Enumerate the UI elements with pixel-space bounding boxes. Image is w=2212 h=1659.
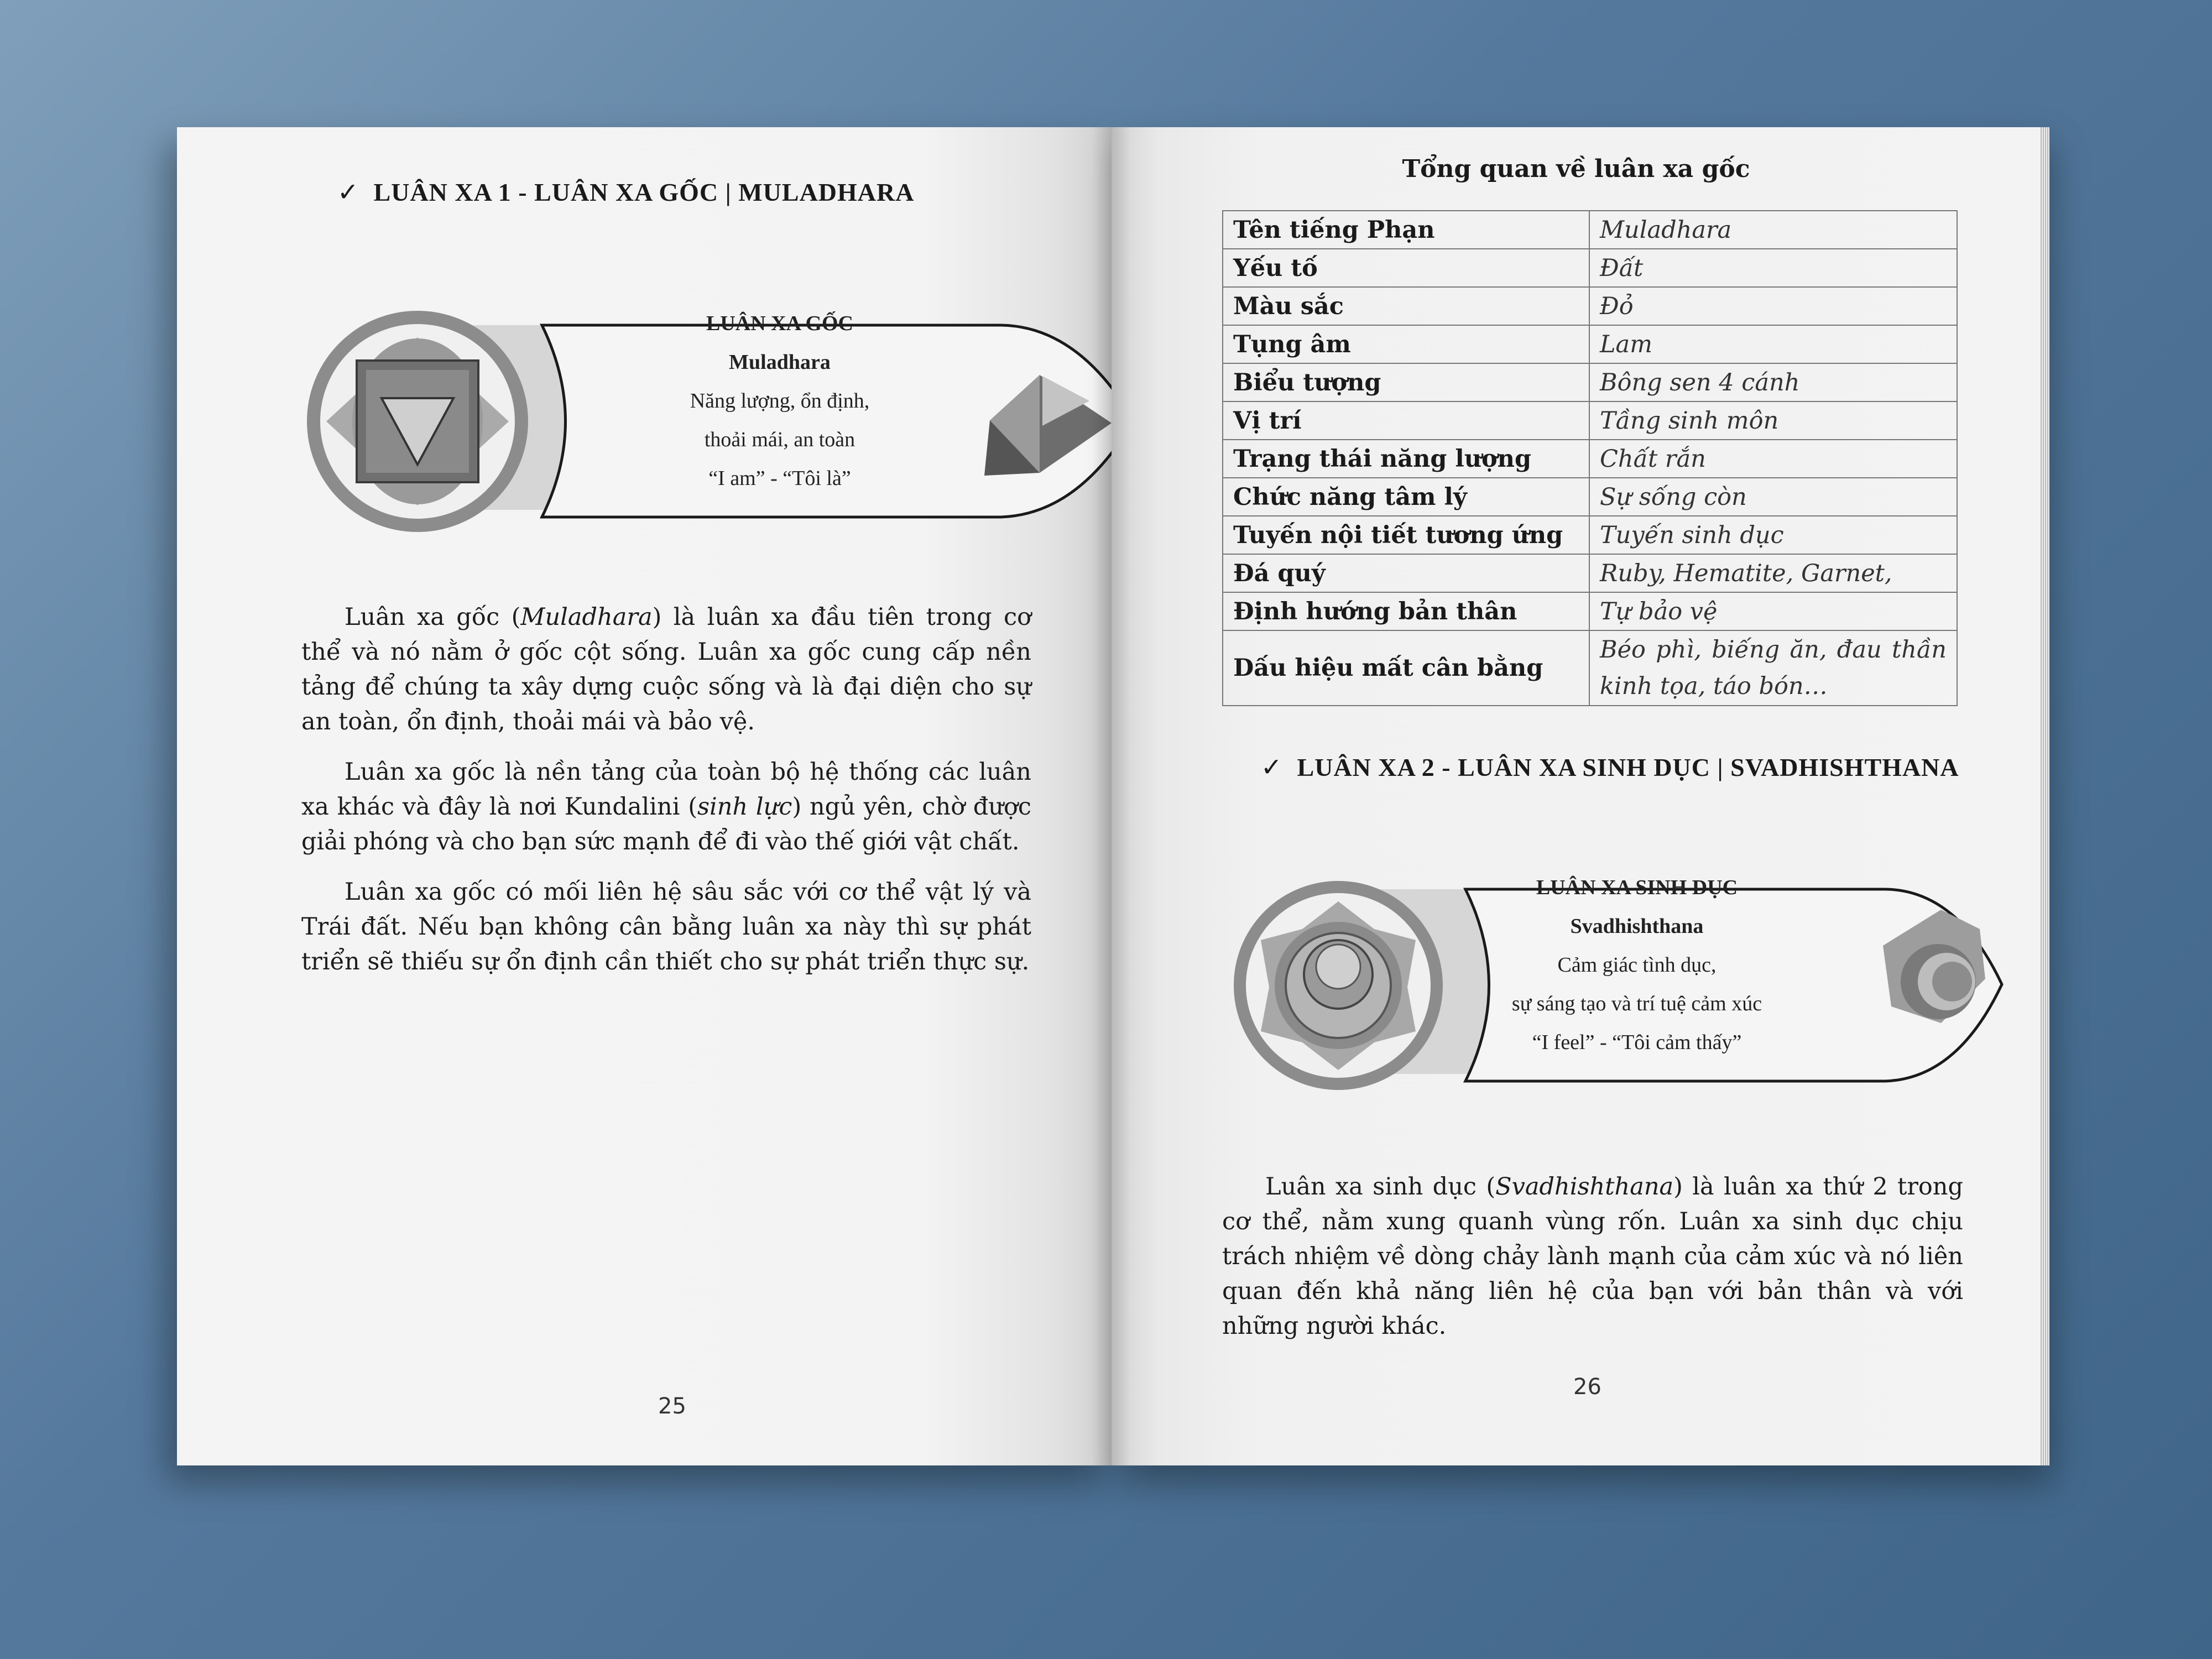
paragraph: Luân xa sinh dục (Svadhishthana) là luân xa thứ 2 trong cơ thể, nằm xung quanh vùng rốn. Luân xa sinh dục chịu trách nhiệm về dòng chảy lành mạnh của cảm xúc và nó liên quan đến khả năng liên hệ của bạn với bản thân và với những người khác. [1222, 1173, 1963, 1340]
svadhishthana-emblem-text [1488, 868, 1786, 1062]
emblem-title: LUÂN XA SINH DỤC [1536, 876, 1738, 899]
emblem-title: LUÂN XA GỐC [706, 312, 854, 335]
table-row: Màu sắc Đỏ [1223, 287, 1957, 325]
page-stack-edge [2041, 127, 2049, 1465]
right-page [1112, 127, 2041, 1465]
page-number: 25 [658, 1394, 686, 1419]
table-row: Dấu hiệu mất cân bằng Béo phì, biếng ăn, đau thần kinh tọa, táo bón… [1223, 630, 1957, 706]
muladhara-symbol-icon [314, 317, 521, 525]
paragraph: Luân xa gốc là nền tảng của toàn bộ hệ thống các luân xa khác và đây là nơi Kundalini (sinh lực) ngủ yên, chờ được giải phóng và cho bạn sức mạnh để đi vào thế giới vật chất. [301, 758, 1031, 855]
paragraph: Luân xa gốc (Muladhara) là luân xa đầu tiên trong cơ thể và nó nằm ở gốc cột sống. Luân xa gốc cung cấp nền tảng để chúng ta xây dựng cuộc sống và là đại diện cho sự an toàn, ổn định, thoải mái và bảo vệ. [301, 603, 1031, 735]
emblem-subtitle: Muladhara [729, 351, 831, 374]
muladhara-emblem-text [658, 304, 901, 498]
checkmark-icon: ✓ [337, 177, 359, 207]
emblem-subtitle: Svadhishthana [1570, 915, 1704, 938]
section-heading-svadhishthana: ✓ LUÂN XA 2 - LUÂN XA SINH DỤC | SVADHISHTHANA [1261, 752, 1959, 782]
table-row: Đá quý Ruby, Hematite, Garnet, [1223, 554, 1957, 592]
left-body-text [301, 600, 1031, 995]
emblem-line: sự sáng tạo và trí tuệ cảm xúc [1511, 992, 1762, 1015]
table-row: Định hướng bản thân Tự bảo vệ [1223, 592, 1957, 630]
table-row: Yếu tố Đất [1223, 249, 1957, 287]
chakra-overview-table [1222, 210, 1958, 706]
right-body-text [1222, 1170, 1963, 1359]
table-row: Tụng âm Lam [1223, 325, 1957, 363]
table-row: Biểu tượng Bông sen 4 cánh [1223, 363, 1957, 401]
table-row: Tuyến nội tiết tương ứng Tuyến sinh dục [1223, 516, 1957, 554]
table-row: Chức năng tâm lý Sự sống còn [1223, 478, 1957, 516]
checkmark-icon: ✓ [1261, 752, 1283, 782]
emblem-line: Cảm giác tình dục, [1557, 953, 1717, 977]
emblem-line: Năng lượng, ổn định, [690, 389, 870, 413]
table-row: Trạng thái năng lượng Chất rắn [1223, 440, 1957, 478]
table-title: Tổng quan về luân xa gốc [1402, 155, 1750, 183]
table-row: Tên tiếng Phạn Muladhara [1223, 211, 1957, 249]
section-heading-muladhara: ✓ LUÂN XA 1 - LUÂN XA GỐC | MULADHARA [337, 177, 915, 207]
emblem-mantra: “I am” - “Tôi là” [708, 467, 851, 490]
page-number: 26 [1573, 1374, 1601, 1400]
emblem-line: thoải mái, an toàn [704, 428, 855, 451]
emblem-mantra: “I feel” - “Tôi cảm thấy” [1532, 1031, 1742, 1054]
paragraph: Luân xa gốc có mối liên hệ sâu sắc với cơ thể vật lý và Trái đất. Nếu bạn không cân bằng luân xa này thì sự phát triển sẽ thiếu sự ổn định cần thiết cho sự phát triển thực sự. [301, 878, 1031, 975]
left-page [177, 127, 1112, 1465]
table-row: Vị trí Tầng sinh môn [1223, 401, 1957, 440]
svadhishthana-symbol-icon [1240, 887, 1437, 1084]
